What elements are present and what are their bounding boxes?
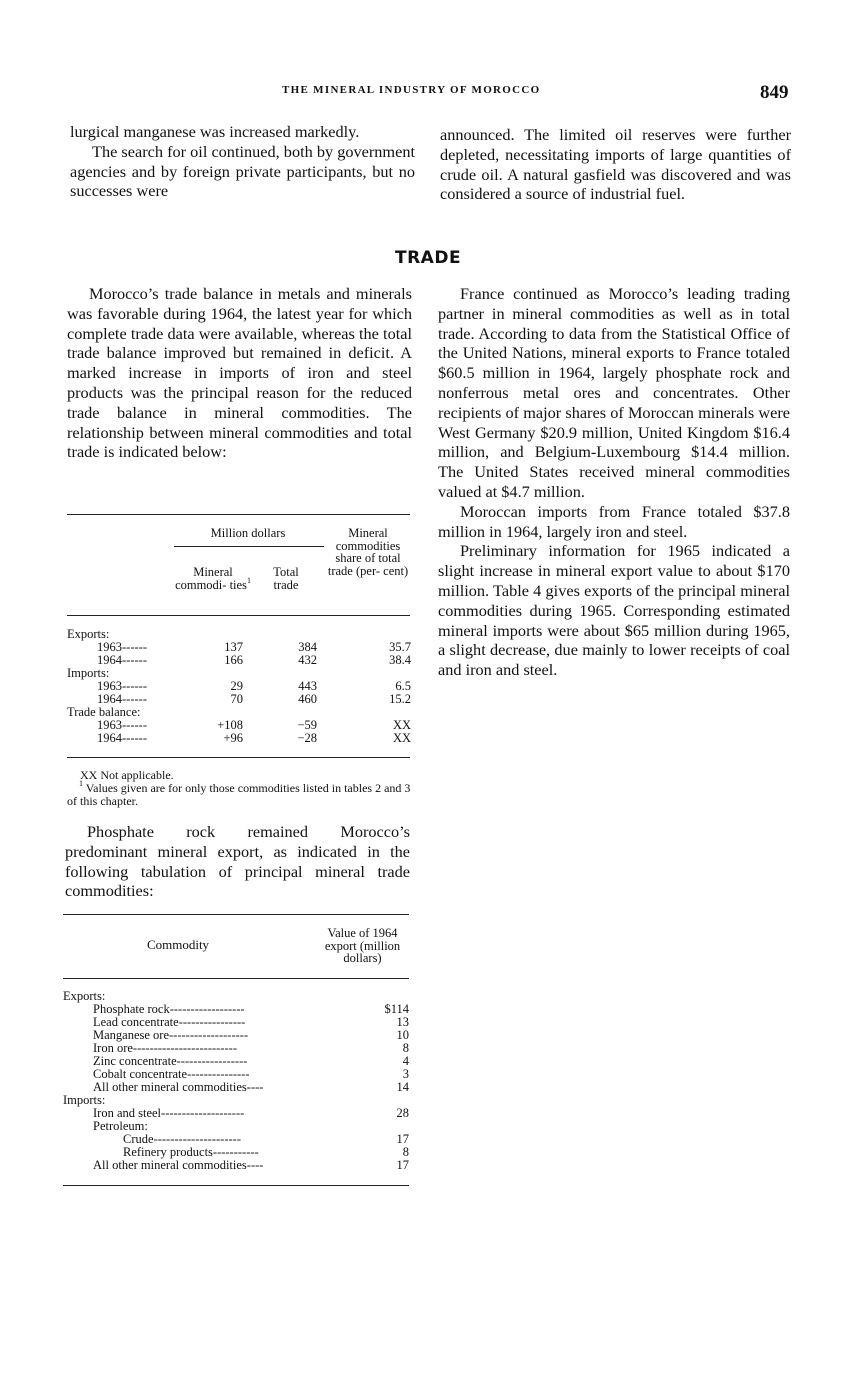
value-header: Value of 1964 export (million dollars) [324,926,401,965]
commodity-row: Manganese ore------------------- [93,1028,249,1042]
col-total-header: Total trade [273,565,299,592]
commodity-row: Iron ore------------------------- [93,1041,237,1055]
commodity-value: 3 [402,1067,409,1081]
commodity-name: Iron ore [93,1041,133,1055]
cell-total: 432 [298,653,317,667]
cell-mineral: +96 [223,731,243,745]
row-year: 1964------ [97,653,147,667]
table2-top-rule [63,914,409,915]
france-paragraph: France continued as Morocco’s leading trading partner in mineral commodities as well as in total trade. According to data from the Statistical Office of the United Nations, mineral exports to France totaled $60.5 million in 1964, largely phosphate rock and nonferrous metal ores and concentrates. Other recipients of major shares of Moroccan minerals were West Germany $20.9 million, United Kingdom $16.4 million, and Belgium-Luxembourg $14.4 million. The United States received mineral commodities valued at $4.7 million. [438,284,790,501]
commodity-row: All other mineral commodities---- [93,1080,264,1094]
commodity-row: Zinc concentrate----------------- [93,1054,248,1068]
cell-mineral: 166 [224,653,243,667]
commodity-value: 4 [402,1054,409,1068]
footnote-xx: XX Not applicable. [80,768,174,782]
row-year: 1964------ [97,731,147,745]
commodity-name: Zinc concentrate [93,1054,177,1068]
table2-bottom-rule [63,1185,409,1186]
cell-mineral: 29 [230,679,243,693]
col-mineral-header [175,566,251,591]
intro-left-paragraph-1: lurgical manganese was increased markedly. [70,122,360,141]
commodity-name: All other mineral commodities [93,1080,247,1094]
row-year: 1964------ [97,692,147,706]
commodity-row: Crude--------------------- [123,1132,241,1146]
commodity-name: All other mineral commodities [93,1158,247,1172]
commodity-value: 8 [402,1041,409,1055]
petroleum-label: Petroleum: [93,1119,148,1133]
cell-share: 35.7 [389,640,411,654]
commodity-value: 13 [396,1015,409,1029]
col-share-header: Mineral commodities share of total trade (per- cent) [327,526,409,578]
commodity-row: Lead concentrate---------------- [93,1015,246,1029]
imports-paragraph: Moroccan imports from France totaled $37.8 million in 1964, largely iron and steel. [438,501,790,541]
exports-label: Exports: [63,989,106,1003]
table-header-rule [67,615,410,616]
footnote-1-text: Values given are for only those commodities listed in tables 2 and 3 of this chapter. [67,781,411,808]
cell-mineral: 137 [224,640,243,654]
cell-mineral: 70 [230,692,243,706]
cell-total: −59 [297,718,317,732]
commodity-name: Cobalt concentrate [93,1067,188,1081]
cell-total: 460 [298,692,317,706]
trade-balance-paragraph: Morocco’s trade balance in metals and minerals was favorable during 1964, the latest year for which complete trade data were available, whereas the total trade balance improved but remained in deficit. A marked increase in imports of iron and steel products was the principal reason for the reduced trade balance in mineral commodities. The relationship between mineral commodities and total trade is indicated below: [67,284,412,462]
year-label: 1964 [97,692,122,706]
year-label: 1964 [97,653,122,667]
footnote-1 [67,779,412,808]
right-column [438,284,790,680]
commodity-value: 10 [396,1028,409,1042]
commodity-header: Commodity [146,937,210,952]
row-year: 1963------ [97,679,147,693]
cell-share: 15.2 [389,692,411,706]
intro-left-column [70,122,415,201]
commodity-value: 28 [396,1106,409,1120]
commodity-name: Refinery products [123,1145,213,1159]
commodity-value: $114 [384,1002,409,1016]
cell-mineral: +108 [217,718,243,732]
cell-total: −28 [297,731,317,745]
group-header-rule [174,546,324,547]
commodity-row: Cobalt concentrate--------------- [93,1067,250,1081]
section-heading: TRADE [395,248,462,268]
footnote-ref: 1 [246,575,251,585]
year-label: 1963 [97,718,122,732]
commodity-value: 14 [396,1080,409,1094]
commodity-name: Manganese ore [93,1028,170,1042]
commodity-row: Refinery products----------- [123,1145,259,1159]
intro-right-column [440,125,791,204]
cell-share: 6.5 [395,679,411,693]
row-year: 1963------ [97,640,147,654]
table-top-rule [67,514,410,515]
commodity-name: Iron and steel [93,1106,162,1120]
running-title: THE MINERAL INDUSTRY OF MOROCCO [282,84,541,96]
cell-total: 443 [298,679,317,693]
footnote-mark: 1 [79,779,83,788]
group-header: Million dollars [210,526,286,540]
table2-header-rule [63,978,409,979]
commodity-value: 17 [396,1158,409,1172]
cell-share: XX [392,731,411,745]
imports-label: Imports: [63,1093,106,1107]
commodity-name: Phosphate rock [93,1002,170,1016]
year-label: 1963 [97,679,122,693]
year-label: 1963 [97,640,122,654]
cell-share: 38.4 [389,653,411,667]
table-bottom-rule [67,757,410,758]
intro-left-paragraph-2: The search for oil continued, both by government agencies and by foreign private participants, but no successes were [70,141,415,201]
year-label: 1964 [97,731,122,745]
row-year: 1963------ [97,718,147,732]
commodity-row: Iron and steel-------------------- [93,1106,245,1120]
group-label-exports: Exports: [67,627,110,641]
commodity-row: Phosphate rock------------------ [93,1002,245,1016]
commodity-name: Crude [123,1132,154,1146]
group-label-balance: Trade balance: [67,705,141,719]
left-text-p1 [67,284,412,462]
page-number: 849 [760,82,789,103]
cell-total: 384 [298,640,317,654]
cell-share: XX [392,718,411,732]
commodity-value: 8 [402,1145,409,1159]
commodity-value: 17 [396,1132,409,1146]
commodity-row: All other mineral commodities---- [93,1158,264,1172]
preliminary-paragraph: Preliminary information for 1965 indicated a slight increase in mineral export value to about $170 million. Table 4 gives exports of the principal mineral commodities during 1965. Corresponding estimated mineral imports were about $65 million during 1965, a slight decrease, due mainly to lower receipts of coal and iron and steel. [438,541,790,680]
col-mineral-header-text: Mineral commodi- ties [175,565,247,592]
phosphate-paragraph: Phosphate rock remained Morocco’s predominant mineral export, as indicated in the following tabulation of principal mineral trade commodities: [65,822,410,901]
left-text-p2 [65,822,410,901]
commodity-name: Lead concentrate [93,1015,179,1029]
intro-right-paragraph: announced. The limited oil reserves were further depleted, necessitating imports of large quantities of crude oil. A natural gasfield was discovered and was considered a source of industrial fuel. [440,125,791,204]
group-label-imports: Imports: [67,666,110,680]
